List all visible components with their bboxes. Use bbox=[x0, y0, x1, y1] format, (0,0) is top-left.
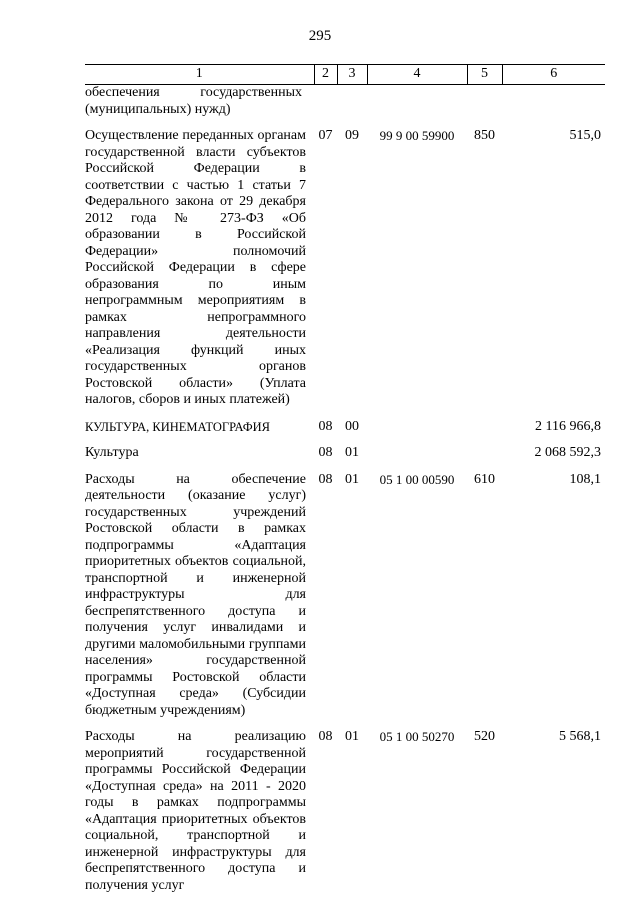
header-col-4: 4 bbox=[367, 65, 467, 85]
row-pr: 09 bbox=[345, 128, 359, 143]
row-name: КУЛЬТУРА, КИНЕМАТОГРАФИЯ bbox=[85, 419, 270, 434]
page-number: 295 bbox=[308, 28, 332, 44]
table-row bbox=[85, 118, 605, 409]
row-pr: 00 bbox=[345, 418, 359, 434]
row-csr: 05 1 00 00590 bbox=[379, 471, 455, 487]
row-rz: 08 bbox=[318, 729, 333, 744]
row-sum bbox=[502, 85, 605, 119]
row-vr: 520 bbox=[474, 729, 495, 744]
header-col-6: 6 bbox=[502, 65, 605, 85]
row-pr bbox=[337, 85, 367, 119]
row-pr: 01 bbox=[345, 729, 359, 744]
row-rz: 08 bbox=[318, 418, 333, 434]
row-sum: 515,0 bbox=[569, 128, 601, 143]
budget-table bbox=[85, 64, 605, 894]
row-name: Расходы на реализацию мероприятий государственной программы Российской Федерации «Доступная среда» на 2011 - 2020 годы в рамках подпрограммы «Адаптация приоритетных объектов социальной, транспортной и инженерной инфраструктуры для беспрепятственного доступа и получения услуг bbox=[85, 729, 306, 893]
row-rz: 07 bbox=[318, 128, 333, 143]
row-rz: 08 bbox=[318, 445, 333, 460]
row-csr bbox=[367, 409, 467, 436]
table-header-row bbox=[85, 65, 605, 85]
row-name: Расходы на обеспечение деятельности (оказание услуг) государственных учреждений Ростовской области в рамках подпрограммы «Адаптация приоритетных объектов социальной, транспортной и инженерной инфраструктуры для беспрепятственного доступа и получения услуг инвалидами и другими маломобильными группами населения» государственной программы Ростовской области «Доступная среда» (Субсидии бюджетным учреждениям) bbox=[85, 471, 306, 718]
header-col-1: 1 bbox=[85, 65, 314, 85]
row-csr: 05 1 00 50270 bbox=[379, 729, 455, 744]
row-vr: 850 bbox=[474, 128, 495, 143]
row-rz: 08 bbox=[318, 471, 333, 487]
row-vr bbox=[467, 85, 502, 119]
row-sum: 5 568,1 bbox=[559, 729, 601, 744]
table-row bbox=[85, 85, 605, 119]
row-pr: 01 bbox=[345, 445, 359, 460]
table-row bbox=[85, 719, 605, 894]
row-name: Культура bbox=[85, 445, 139, 460]
table-row bbox=[85, 462, 605, 720]
row-pr: 01 bbox=[345, 471, 359, 487]
row-sum: 108,1 bbox=[569, 471, 601, 487]
row-sum: 2 116 966,8 bbox=[535, 418, 601, 434]
row-vr: 610 bbox=[474, 471, 495, 487]
header-col-2: 2 bbox=[314, 65, 337, 85]
row-csr bbox=[367, 435, 467, 462]
row-name: Осуществление переданных органам государственной власти субъектов Российской Федерации в соответствии с частью 1 статьи 7 Федерального закона от 29 декабря 2012 года № 273-ФЗ «Об образовании в Российской Федерации» полномочий Российской Федерации в сфере образования по иным непрограммным мероприятиям в рамках непрограммного направления деятельности «Реализация функций иных государственных органов Ростовской области» (Уплата налогов, сборов и иных платежей) bbox=[85, 128, 306, 407]
row-csr bbox=[367, 85, 467, 119]
header-col-3: 3 bbox=[337, 65, 367, 85]
header-col-5: 5 bbox=[467, 65, 502, 85]
table-row bbox=[85, 435, 605, 462]
row-name: обеспечения государственных (муниципальных) нужд) bbox=[85, 85, 302, 117]
row-csr: 99 9 00 59900 bbox=[379, 128, 455, 143]
row-vr bbox=[467, 409, 502, 436]
row-vr bbox=[467, 435, 502, 462]
row-rz bbox=[314, 85, 337, 119]
table-row bbox=[85, 409, 605, 436]
row-sum: 2 068 592,3 bbox=[534, 445, 601, 460]
